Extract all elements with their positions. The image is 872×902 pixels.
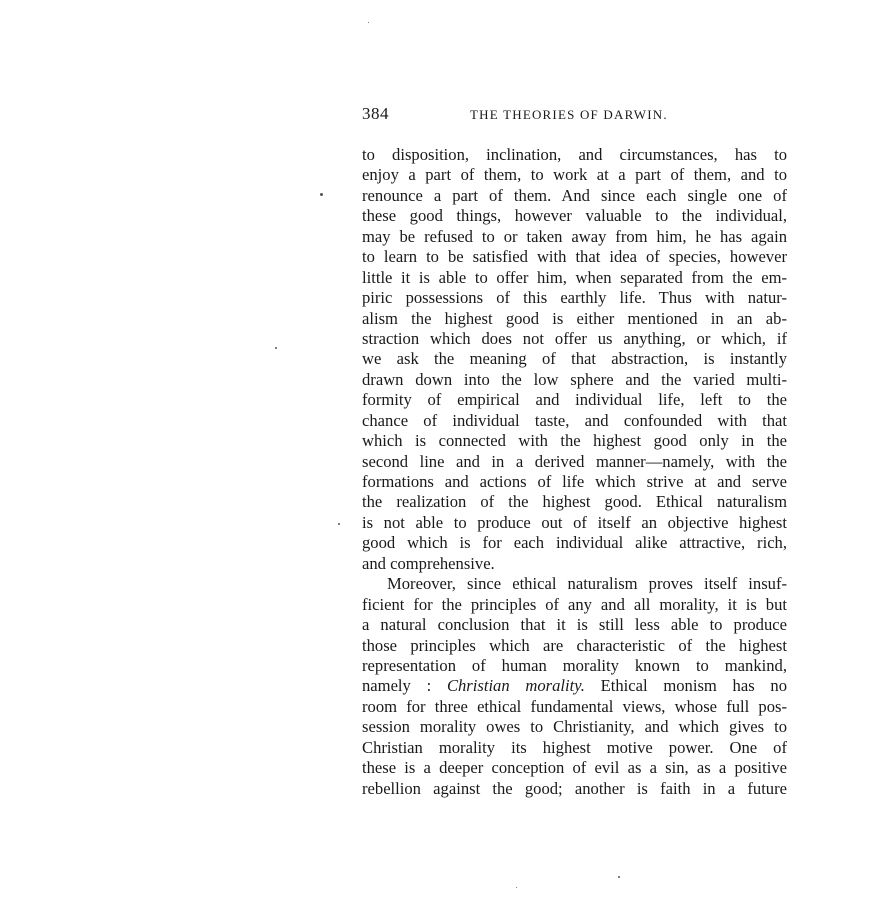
text-line-with-italic <box>362 676 787 696</box>
text-line: and comprehensive. <box>362 553 495 573</box>
text-line: straction which does not offer us anything, or which, if <box>362 328 787 348</box>
text-line: chance of individual taste, and confounded with that <box>362 410 787 430</box>
text-line: formations and actions of life which strive at and serve <box>362 472 787 491</box>
text-segment: Ethical monism has no <box>584 676 788 696</box>
italic-phrase: Christian morality. <box>446 676 585 696</box>
text-segment: namely : <box>362 676 447 696</box>
scan-speck <box>338 523 340 525</box>
page-header <box>362 104 787 128</box>
text-line: alism the highest good is either mentioned in an ab- <box>362 308 787 328</box>
text-line: good which is for each individual alike attractive, rich, <box>362 533 787 553</box>
text-line: enjoy a part of them, to work at a part of them, and to <box>362 165 787 185</box>
body-text <box>362 145 787 799</box>
scan-speck <box>368 22 369 23</box>
text-line: representation of human morality known to mankind, <box>362 655 787 675</box>
running-title: THE THEORIES OF DARWIN. <box>470 107 668 122</box>
text-line: may be refused to or taken away from him, he has again <box>362 226 787 246</box>
text-line: formity of empirical and individual life, left to the <box>362 390 787 410</box>
text-line: to disposition, inclination, and circumstances, has to <box>362 145 787 164</box>
scan-speck <box>320 193 323 196</box>
text-line: little it is able to offer him, when separated from the em- <box>362 267 787 287</box>
text-line: a natural conclusion that it is still less able to produce <box>362 615 787 635</box>
text-line: rebellion against the good; another is faith in a future <box>362 778 787 798</box>
text-line: piric possessions of this earthly life. Thus with natur- <box>362 288 787 308</box>
text-line: drawn down into the low sphere and the varied multi- <box>362 369 787 389</box>
text-line: these good things, however valuable to the individual, <box>362 206 787 226</box>
text-line: renounce a part of them. And since each single one of <box>362 185 787 205</box>
scan-speck <box>275 347 277 349</box>
scan-speck <box>618 876 620 878</box>
text-line: room for three ethical fundamental views, whose full pos- <box>362 696 787 716</box>
text-line: the realization of the highest good. Ethical naturalism <box>362 492 787 512</box>
text-line: is not able to produce out of itself an objective highest <box>362 512 787 532</box>
text-line: Christian morality its highest motive power. One of <box>362 737 787 757</box>
scan-speck <box>516 887 517 888</box>
paragraph-start-line: Moreover, since ethical naturalism proves itself insuf- <box>387 574 787 594</box>
text-line: session morality owes to Christianity, and which gives to <box>362 717 787 737</box>
text-line: ficient for the principles of any and all morality, it is but <box>362 594 787 614</box>
text-line: those principles which are characteristic of the highest <box>362 635 787 655</box>
page-number: 384 <box>362 104 389 123</box>
text-line: which is connected with the highest good only in the <box>362 431 787 451</box>
text-line: we ask the meaning of that abstraction, is instantly <box>362 349 787 369</box>
text-line: to learn to be satisfied with that idea of species, however <box>362 247 787 267</box>
text-line: second line and in a derived manner—namely, with the <box>362 451 787 471</box>
text-line: these is a deeper conception of evil as a sin, as a positive <box>362 758 787 778</box>
